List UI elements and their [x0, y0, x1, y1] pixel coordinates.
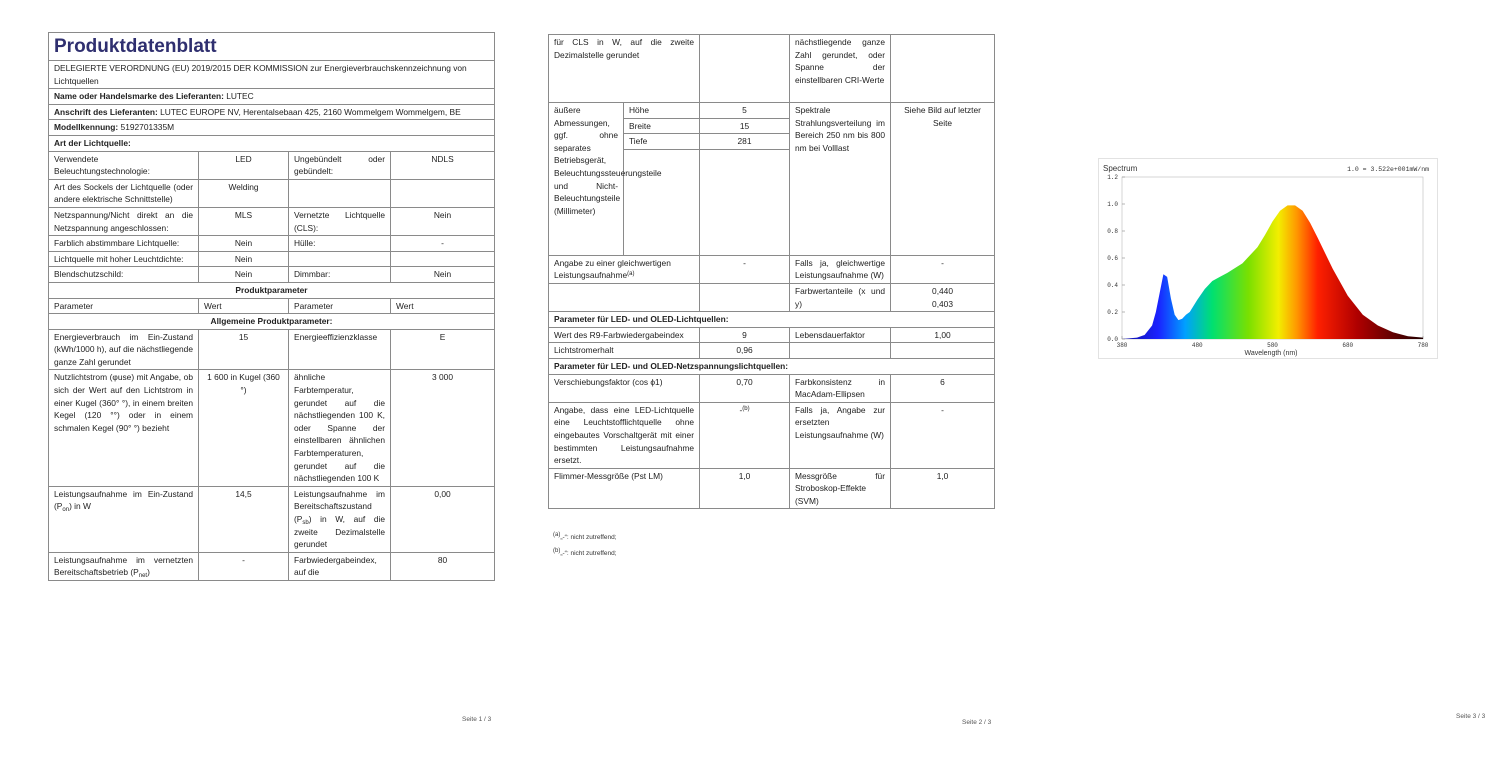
equiv-power-value: - — [700, 255, 790, 283]
value-cell: MLS — [199, 207, 289, 235]
spectrum-svg — [1099, 159, 1437, 358]
page-number: Seite 1 / 3 — [462, 716, 492, 723]
x-tick-label: 480 — [1191, 342, 1203, 349]
chart-annotation: 1.0 = 3.522e+001mW/nm — [1347, 166, 1429, 173]
table-row — [549, 343, 995, 359]
table-row — [49, 552, 495, 580]
survival-value: 1,00 — [891, 327, 995, 343]
param-cell: ähnliche Farbtemperatur, gerundet auf die nächstliegenden 100 K, oder Spanne der einstellbaren ähnlichen Farbtemperaturen, gerundet auf die nächstliegenden 100 K — [289, 370, 391, 486]
table-row — [49, 179, 495, 207]
param-cell: Dimmbar: — [289, 267, 391, 283]
dim-name: Breite — [624, 118, 700, 134]
cri-label: Farbwiedergabeindex, auf die — [289, 552, 391, 580]
continued-param-cell: nächstliegende ganze Zahl gerundet, oder Spanne der einstellbaren CRI-Werte — [790, 35, 891, 103]
empty-cell — [700, 283, 790, 311]
supplier-name-value: LUTEC — [226, 91, 254, 102]
table-row — [49, 267, 495, 283]
empty-cell — [891, 343, 995, 359]
y-tick-label: 1.2 — [1107, 174, 1118, 181]
product-datasheet-table-page-2 — [548, 34, 995, 509]
empty-cell — [700, 35, 790, 103]
value-cell: Nein — [391, 207, 495, 235]
table-row — [49, 151, 495, 179]
x-tick-label: 580 — [1267, 342, 1278, 349]
footnote-b: $^{(b)}$„-“: nicht zutreffend; — [553, 548, 617, 557]
value-cell: LED — [199, 151, 289, 179]
table-row — [549, 402, 995, 468]
product-params-header: Produktparameter — [49, 282, 495, 298]
table-row — [549, 283, 995, 311]
model-value: 5192701335M — [120, 122, 175, 133]
dimensions-label: äußere Abmessungen, ggf. ohne separates Betriebsgerät, Beleuchtungssteuerungsteile und Nicht-Beleuchtungsteile (Millimeter) — [549, 103, 624, 256]
y-tick-label: 0.6 — [1107, 255, 1118, 262]
page-1 — [0, 0, 500, 767]
supplier-address-row — [49, 104, 495, 120]
spectral-label: Spektrale Strahlungsverteilung im Bereich 250 nm bis 800 nm bei Volllast — [790, 103, 891, 256]
empty-cell — [790, 343, 891, 359]
spectral-value: Siehe Bild auf letzter Seite — [891, 103, 995, 256]
param-cell: Ungebündelt oder gebündelt: — [289, 151, 391, 179]
document-title: Produktdatenblatt — [49, 33, 495, 61]
flicker-label: Flimmer-Messgröße (Pst LM) — [549, 468, 700, 509]
led-params-header: Parameter für LED- und OLED-Lichtquellen: — [549, 312, 995, 328]
y-tick-label: 0.0 — [1107, 336, 1118, 343]
replacement-label: Angabe, dass eine LED-Lichtquelle eine Leuchtstofflichtquelle ohne eingebautes Vorschaltgerät mit einer bestimmten Leistungsaufnahme ersetzt. — [549, 402, 700, 468]
pnet-label: Leistungsaufnahme im vernetzten Bereitschaftsbetrieb $(P_{net})$ — [49, 552, 199, 580]
light-source-type-header: Art der Lichtquelle: — [49, 135, 495, 151]
column-header-row — [49, 298, 495, 314]
param-cell — [289, 179, 391, 207]
r9-label: Wert des R9-Farbwiedergabeindex — [549, 327, 700, 343]
page-2 — [500, 0, 1000, 767]
y-tick-label: 0.2 — [1107, 309, 1118, 316]
value-cell: E — [391, 329, 495, 370]
dim-name: Tiefe — [624, 134, 700, 150]
param-cell: Lichtquelle mit hoher Leuchtdichte: — [49, 251, 199, 267]
x-tick-label: 680 — [1342, 342, 1354, 349]
table-row — [49, 236, 495, 252]
chromaticity-y: 0,403 — [932, 298, 953, 309]
dim-value: 15 — [700, 118, 790, 134]
supplier-address-value: LUTEC EUROPE NV, Herentalsebaan 425, 2160 Wommelgem Wommelgem, BE — [160, 106, 461, 117]
y-tick-label: 0.8 — [1107, 228, 1118, 235]
value-cell: - — [391, 236, 495, 252]
replacement-right-label: Falls ja, Angabe zur ersetzten Leistungsaufnahme (W) — [790, 402, 891, 468]
chromaticity-label: Farbwertanteile (x und y) — [790, 283, 891, 311]
table-row — [49, 207, 495, 235]
replacement-right-value: - — [891, 402, 995, 468]
page-number: Seite 2 / 3 — [962, 719, 992, 726]
param-cell: Energieeffizienzklasse — [289, 329, 391, 370]
empty-cell — [549, 283, 700, 311]
value-cell: Nein — [199, 267, 289, 283]
supplier-address-label: Anschrift des Lieferanten: — [54, 106, 158, 117]
table-row — [49, 251, 495, 267]
param-cell: Farblich abstimmbare Lichtquelle: — [49, 236, 199, 252]
col-header-value: Wert — [199, 298, 289, 314]
model-label: Modellkennung: — [54, 122, 119, 133]
value-cell — [391, 179, 495, 207]
x-tick-label: 780 — [1417, 342, 1429, 349]
flicker-value: 1,0 — [700, 468, 790, 509]
value-cell: 15 — [199, 329, 289, 370]
table-row — [49, 486, 495, 552]
equiv-power-label: Angabe zu einer gleichwertigen Leistungsaufnahme$^{(a)}$ — [549, 255, 700, 283]
equiv-power-right-value: - — [891, 255, 995, 283]
table-row — [49, 329, 495, 370]
value-cell — [391, 251, 495, 267]
psb-value: 0,00 — [391, 486, 495, 552]
replacement-value: -$^{(b)}$ — [700, 402, 790, 468]
pon-value: 14,5 — [199, 486, 289, 552]
spectrum-area — [1122, 205, 1423, 339]
pon-label: Leistungsaufnahme im Ein-Zustand $(P_{on})$ in W — [49, 486, 199, 552]
chromaticity-values — [891, 283, 995, 311]
continued-param-cell: für CLS in W, auf die zweite Dezimalstelle gerundet — [549, 35, 700, 103]
col-header-param: Parameter — [289, 298, 391, 314]
general-params-header: Allgemeine Produktparameter: — [49, 314, 495, 330]
param-cell: Hülle: — [289, 236, 391, 252]
dim-value: 281 — [700, 134, 790, 150]
param-cell: Blendschutzschild: — [49, 267, 199, 283]
value-cell: Nein — [391, 267, 495, 283]
product-datasheet-table-page-1 — [48, 32, 495, 581]
table-row — [549, 327, 995, 343]
survival-label: Lebensdauerfaktor — [790, 327, 891, 343]
consistency-label: Farbkonsistenz in MacAdam-Ellipsen — [790, 374, 891, 402]
empty-cell — [700, 149, 790, 255]
value-cell: Welding — [199, 179, 289, 207]
displacement-value: 0,70 — [700, 374, 790, 402]
model-row — [49, 120, 495, 136]
supplier-name-row — [49, 89, 495, 105]
param-cell: Art des Sockels der Lichtquelle (oder andere elektrische Schnittstelle) — [49, 179, 199, 207]
table-row — [549, 374, 995, 402]
param-cell — [289, 251, 391, 267]
x-axis-label: Wavelength (nm) — [1244, 350, 1298, 357]
value-cell: 3 000 — [391, 370, 495, 486]
dim-name: Höhe — [624, 103, 700, 119]
table-row — [549, 35, 995, 103]
pnet-value: - — [199, 552, 289, 580]
dim-value: 5 — [700, 103, 790, 119]
param-cell: Verwendete Beleuchtungstechnologie: — [49, 151, 199, 179]
value-cell: Nein — [199, 251, 289, 267]
value-cell: 1 600 in Kugel (360 °) — [199, 370, 289, 486]
cri-value: 80 — [391, 552, 495, 580]
table-row — [549, 103, 995, 119]
table-row — [549, 468, 995, 509]
displacement-label: Verschiebungsfaktor (cos ϕ1) — [549, 374, 700, 402]
footnote-a: $^{(a)}$„-“: nicht zutreffend; — [553, 532, 617, 541]
param-cell: Nutzlichtstrom (φuse) mit Angabe, ob sich der Wert auf den Lichtstrom in einer Kugel (360° °), in einem breiten Kegel (120 °°) oder in einem schmalen Kegel (90° °) bezieht — [49, 370, 199, 486]
supplier-name-label: Name oder Handelsmarke des Lieferanten: — [54, 91, 224, 102]
r9-value: 9 — [700, 327, 790, 343]
consistency-value: 6 — [891, 374, 995, 402]
lumen-maint-label: Lichtstromerhalt — [549, 343, 700, 359]
col-header-value: Wert — [391, 298, 495, 314]
y-tick-label: 1.0 — [1107, 201, 1118, 208]
value-cell: NDLS — [391, 151, 495, 179]
y-tick-label: 0.4 — [1107, 282, 1118, 289]
empty-cell — [891, 35, 995, 103]
col-header-param: Parameter — [49, 298, 199, 314]
svm-label: Messgröße für Stroboskop-Effekte (SVM) — [790, 468, 891, 509]
param-cell: Netzspannung/Nicht direkt an die Netzspannung angeschlossen: — [49, 207, 199, 235]
spectrum-chart — [1098, 158, 1438, 359]
x-tick-label: 380 — [1116, 342, 1128, 349]
table-row — [49, 370, 495, 486]
regulation-text: DELEGIERTE VERORDNUNG (EU) 2019/2015 DER KOMMISSION zur Energieverbrauchskennzeichnung von Lichtquellen — [49, 61, 495, 89]
empty-cell — [624, 149, 700, 255]
lumen-maint-value: 0,96 — [700, 343, 790, 359]
value-cell: Nein — [199, 236, 289, 252]
chromaticity-x: 0,440 — [932, 285, 953, 296]
chart-title: Spectrum — [1103, 164, 1138, 173]
table-row — [549, 255, 995, 283]
param-cell: Vernetzte Lichtquelle (CLS): — [289, 207, 391, 235]
equiv-power-right-label: Falls ja, gleichwertige Leistungsaufnahme (W) — [790, 255, 891, 283]
svm-value: 1,0 — [891, 468, 995, 509]
page-number: Seite 3 / 3 — [1456, 713, 1486, 720]
page-3 — [1000, 0, 1500, 767]
psb-label: Leistungsaufnahme im Bereitschaftszustand $(P_{sb})$ in W, auf die zweite Dezimalstelle gerundet — [289, 486, 391, 552]
param-cell: Energieverbrauch im Ein-Zustand (kWh/1000 h), auf die nächstliegende ganze Zahl gerundet — [49, 329, 199, 370]
mains-params-header: Parameter für LED- und OLED-Netzspannungslichtquellen: — [549, 358, 995, 374]
